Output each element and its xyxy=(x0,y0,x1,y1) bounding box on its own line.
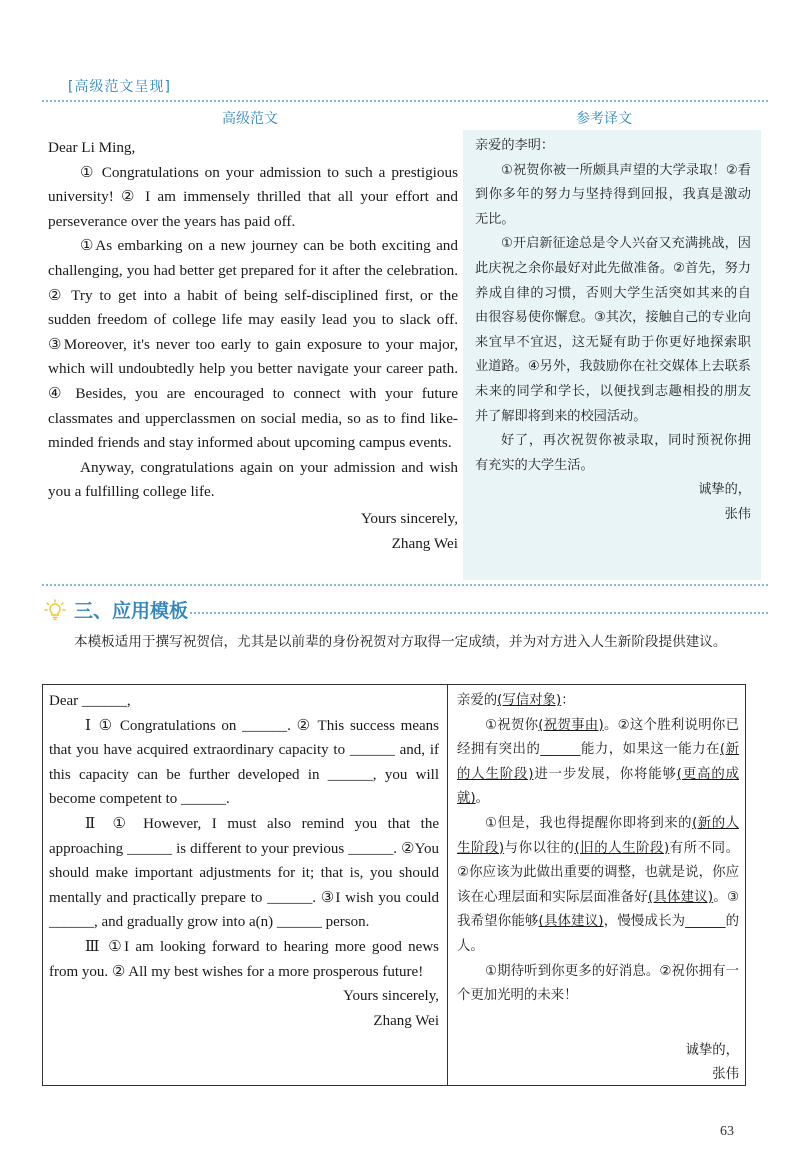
signature: Zhang Wei xyxy=(373,1012,439,1029)
salutation: Dear Li Ming, xyxy=(48,139,136,156)
template-english xyxy=(49,689,439,1033)
paragraph: ①但是，我也得提醒你即将到来的(新的人生阶段)与你以往的(旧的人生阶段)有所不同。②你应该为此做出重要的调整，也就是说，你应该在心理层面和实际层面准备好(具体建议)。③我希望你能够(具体建议)，慢慢成长为______的人。 xyxy=(457,815,740,954)
paragraph: Ⅱ ① However, I must also remind you that the approaching ______ is different to your previous ______. ②You should make important adjustments for it; that is, you should mentally and practically prepare to ______. ③I wish you could ______, and gradually grow into a(n) ______ person. xyxy=(49,815,439,931)
column-divider xyxy=(447,685,448,1085)
signature: Zhang Wei xyxy=(391,534,458,552)
divider-middle xyxy=(42,584,768,586)
paragraph: 好了，再次祝贺你被录取，同时预祝你拥有充实的大学生活。 xyxy=(475,433,751,473)
paragraph: ①期待听到你更多的好消息。②祝你拥有一个更加光明的未来！ xyxy=(457,963,739,1004)
salutation: 亲爱的(写信对象)： xyxy=(457,693,575,708)
paragraph: Ⅲ ①I am looking forward to hearing more good news from you. ② All my best wishes for a more prosperous future! xyxy=(49,938,439,980)
section-tag: [高级范文呈现] xyxy=(68,79,171,95)
signature: 张伟 xyxy=(724,506,751,522)
template-box xyxy=(42,684,746,1086)
left-heading: 高级范文 xyxy=(222,111,278,127)
paragraph: Anyway, congratulations again on your admission and wish you a fulfilling college life. xyxy=(48,458,458,501)
lightbulb-icon xyxy=(44,599,66,621)
paragraph: ① Congratulations on your admission to such a prestigious university! ② I am immensely thrilled that all your effort and perseverance over the years has paid off. xyxy=(48,163,458,230)
section-title: 三、应用模板 xyxy=(74,600,189,622)
paragraph: ①祝贺你被一所颇具声望的大学录取！②看到你多年的努力与坚持得到回报，我真是激动无比。 xyxy=(475,162,751,227)
right-heading: 参考译文 xyxy=(576,111,632,127)
heading-underline xyxy=(190,612,768,614)
salutation: 亲爱的李明： xyxy=(475,138,555,153)
model-essay-chinese xyxy=(463,130,761,580)
paragraph: Ⅰ ① Congratulations on ______. ② This success means that you have acquired extraordinary capacity to ______ and, if this capacity can be further developed in ______, you will become competent to ______. xyxy=(49,717,439,808)
section-heading xyxy=(44,596,188,623)
paragraph: ①开启新征途总是令人兴奋又充满挑战，因此庆祝之余你最好对此先做准备。②首先，努力养成自律的习惯，否则大学生活突如其来的自由很容易使你懈怠。③其次，接触自己的专业向来宜早不宜迟，这无疑有助于你更好地探索职业道路。④另外，我鼓励你在社交媒体上去联系未来的同学和学长，以便找到志趣相投的朋友并了解即将到来的校园活动。 xyxy=(475,236,751,424)
closing: 诚挚的， xyxy=(698,482,751,498)
model-essay-english xyxy=(48,136,458,580)
template-intro: 本模板适用于撰写祝贺信，尤其是以前辈的身份祝贺对方取得一定成绩，并为对方进入人生新阶段提供建议。 xyxy=(74,634,727,650)
closing: Yours sincerely, xyxy=(360,509,458,527)
page-number: 63 xyxy=(720,1124,734,1139)
divider-top xyxy=(42,100,768,102)
template-chinese xyxy=(457,689,739,1088)
closing: Yours sincerely, xyxy=(343,988,439,1005)
signature: 张伟 xyxy=(712,1067,739,1083)
salutation: Dear ______, xyxy=(49,693,131,709)
paragraph: ①As embarking on a new journey can be both exciting and challenging, you had better get prepared for it after the celebration. ② Try to get into a habit of being self-disciplined first, or the sudden freedom of college life may easily lead you to slack off. ③Moreover, it's never too early to gain exposure to your major, which will undoubtedly help you better navigate your career path. ④ Besides, you are encouraged to connect with your future classmates and upperclassmen on social media, so as to find like-minded friends and stay informed about upcoming campus events. xyxy=(48,237,458,452)
closing: 诚挚的， xyxy=(685,1042,739,1058)
paragraph: ①祝贺你(祝贺事由)。②这个胜利说明你已经拥有突出的______能力，如果这一能力在(新的人生阶段)进一步发展，你将能够(更高的成就)。 xyxy=(457,717,740,807)
